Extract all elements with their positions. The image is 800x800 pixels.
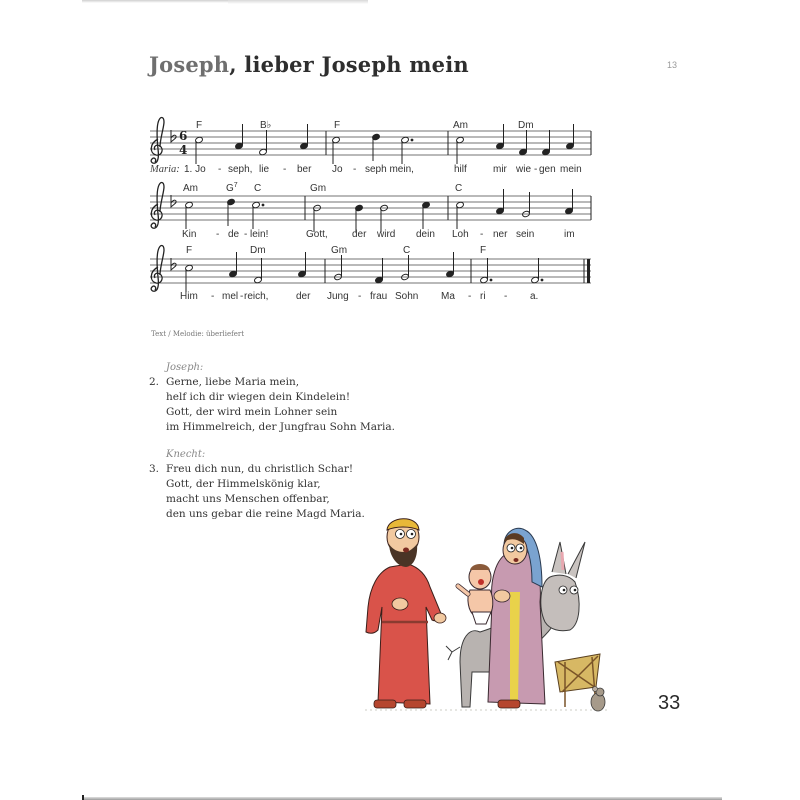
chord: Am xyxy=(183,183,198,194)
verse-2 xyxy=(149,361,395,435)
svg-text:Jung: Jung xyxy=(327,291,349,302)
verse-number: 2. xyxy=(149,376,160,388)
svg-text:6: 6 xyxy=(179,129,188,143)
page-number: 33 xyxy=(658,692,681,714)
svg-text:mein: mein xyxy=(560,164,582,175)
svg-text:lein!: lein! xyxy=(250,229,269,240)
chord: C xyxy=(455,183,463,194)
verse-line: Gott, der Himmelskönig klar, xyxy=(166,478,321,490)
staff-system-1 xyxy=(149,118,591,175)
svg-text:sein: sein xyxy=(516,229,535,240)
music-score xyxy=(0,0,800,320)
verse-number: 3. xyxy=(149,463,160,475)
svg-text:dein: dein xyxy=(416,229,435,240)
verse-3 xyxy=(149,448,365,522)
svg-text:-: - xyxy=(504,291,508,302)
song-title-accent: Joseph xyxy=(149,52,230,77)
svg-text:1. Jo: 1. Jo xyxy=(184,164,206,175)
verse-line: 2. Gerne, liebe Maria mein, xyxy=(149,376,300,388)
svg-text:-: - xyxy=(353,164,357,175)
svg-text:-: - xyxy=(240,291,244,302)
svg-text:a.: a. xyxy=(530,291,539,302)
song-title-rest: , lieber Joseph mein xyxy=(229,52,469,77)
svg-text:seph,: seph, xyxy=(228,164,253,175)
chord: C xyxy=(403,245,411,256)
chord: B♭ xyxy=(260,120,272,131)
song-credit: Text / Melodie: überliefert xyxy=(151,330,245,338)
verse-line: helf ich dir wiegen dein Kindelein! xyxy=(166,391,351,403)
svg-text:Jo: Jo xyxy=(332,164,343,175)
verse-line: Gott, der wird mein Lohner sein xyxy=(166,406,338,418)
chord: Gm xyxy=(310,183,327,194)
svg-text:de: de xyxy=(228,229,240,240)
chord: Gm xyxy=(331,245,348,256)
chord: F xyxy=(196,120,203,131)
svg-text:-: - xyxy=(480,229,484,240)
svg-text:ri: ri xyxy=(480,291,486,302)
chord: F xyxy=(480,245,487,256)
verse-line: 3. Freu dich nun, du christlich Schar! xyxy=(149,463,354,475)
chord: Dm xyxy=(250,245,266,256)
svg-text:Kin: Kin xyxy=(182,229,197,240)
svg-text:Sohn: Sohn xyxy=(395,291,419,302)
svg-text:ner: ner xyxy=(493,229,508,240)
svg-text:-: - xyxy=(534,164,538,175)
svg-text:wird: wird xyxy=(377,229,396,240)
svg-text:reich,: reich, xyxy=(244,291,269,302)
verse-line: im Himmelreich, der Jungfrau Sohn Maria. xyxy=(166,421,395,433)
svg-text:-: - xyxy=(244,229,248,240)
verse-line: den uns gebar die reine Magd Maria. xyxy=(166,508,365,520)
svg-text:lie: lie xyxy=(259,164,270,175)
svg-text:seph mein,: seph mein, xyxy=(365,164,414,175)
mary-figure xyxy=(488,528,545,708)
svg-text:-: - xyxy=(218,164,222,175)
svg-text:wie: wie xyxy=(516,164,532,175)
chord: Am xyxy=(453,120,468,131)
svg-text:-: - xyxy=(358,291,362,302)
svg-text:-: - xyxy=(283,164,287,175)
svg-text:hilf: hilf xyxy=(454,164,467,175)
svg-text:gen: gen xyxy=(539,164,556,175)
svg-text:Him: Him xyxy=(180,291,198,302)
svg-text:mel: mel xyxy=(222,291,239,302)
svg-text:Ma: Ma xyxy=(441,291,455,302)
verse-line: macht uns Menschen offenbar, xyxy=(166,493,330,505)
svg-text:ber: ber xyxy=(297,164,312,175)
svg-text:Loh: Loh xyxy=(452,229,469,240)
svg-text:Gott,: Gott, xyxy=(306,229,328,240)
svg-text:-: - xyxy=(211,291,215,302)
song-number: 13 xyxy=(667,60,678,70)
staff-system-2 xyxy=(150,182,591,240)
svg-text:mir: mir xyxy=(493,164,507,175)
lyric-speaker: Maria: xyxy=(150,164,180,175)
svg-text:-: - xyxy=(468,291,472,302)
verse-speaker: Joseph: xyxy=(166,362,204,373)
joseph-figure xyxy=(366,519,446,708)
chord: $G^7$ xyxy=(226,182,238,194)
nativity-illustration xyxy=(360,512,620,722)
svg-text:der: der xyxy=(352,229,367,240)
verse-speaker: Knecht: xyxy=(166,449,206,460)
staff-system-3 xyxy=(150,245,591,302)
chord: F xyxy=(186,245,193,256)
page-corner-mark xyxy=(82,795,84,800)
svg-text:der: der xyxy=(296,291,311,302)
svg-text:im: im xyxy=(564,229,575,240)
chord: F xyxy=(334,120,341,131)
svg-text:frau: frau xyxy=(370,291,388,302)
mouse-figure xyxy=(591,687,605,712)
chord: C xyxy=(254,183,262,194)
chord: Dm xyxy=(518,120,534,131)
svg-text:-: - xyxy=(216,229,220,240)
svg-text:4: 4 xyxy=(179,143,188,157)
